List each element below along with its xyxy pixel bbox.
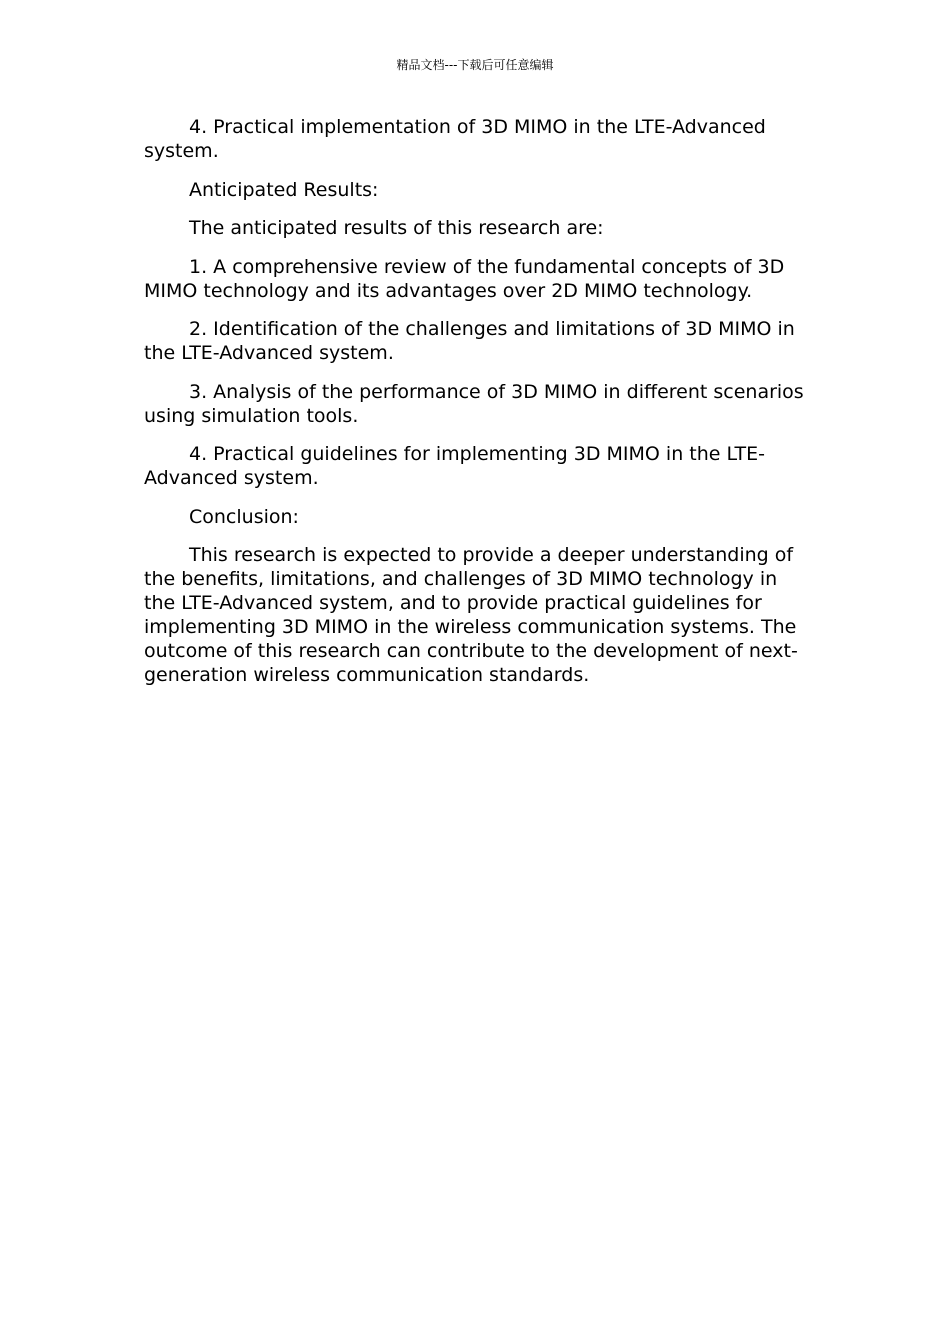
paragraph-results-intro: The anticipated results of this research are: (189, 217, 604, 239)
list-item-result-4: 4. Practical guidelines for implementing 3D MIMO in the LTE-Advanced system. (144, 443, 765, 489)
list-item-result-2: 2. Identification of the challenges and limitations of 3D MIMO in the LTE-Advanced system. (144, 318, 795, 364)
paragraph-practical-implementation: 4. Practical implementation of 3D MIMO in the LTE-Advanced system. (144, 116, 766, 162)
heading-conclusion: Conclusion: (189, 505, 299, 528)
list-item-result-3: 3. Analysis of the performance of 3D MIMO in different scenarios using simulation tools. (144, 380, 804, 427)
document-body (144, 115, 812, 702)
page-header: 精品文档---下载后可任意编辑 (396, 58, 554, 72)
heading-anticipated-results: Anticipated Results: (189, 178, 379, 201)
paragraph-conclusion: This research is expected to provide a deeper understanding of the benefits, limitations, and challenges of 3D MIMO technology in the LTE-Advanced system, and to provide practical guidelines for implementing 3D MIMO in the wireless communication systems. The outcome of this research can contribute to the development of next-generation wireless communication standards. (144, 544, 798, 686)
list-item-result-1: 1. A comprehensive review of the fundamental concepts of 3D MIMO technology and its advantages over 2D MIMO technology. (144, 255, 785, 302)
